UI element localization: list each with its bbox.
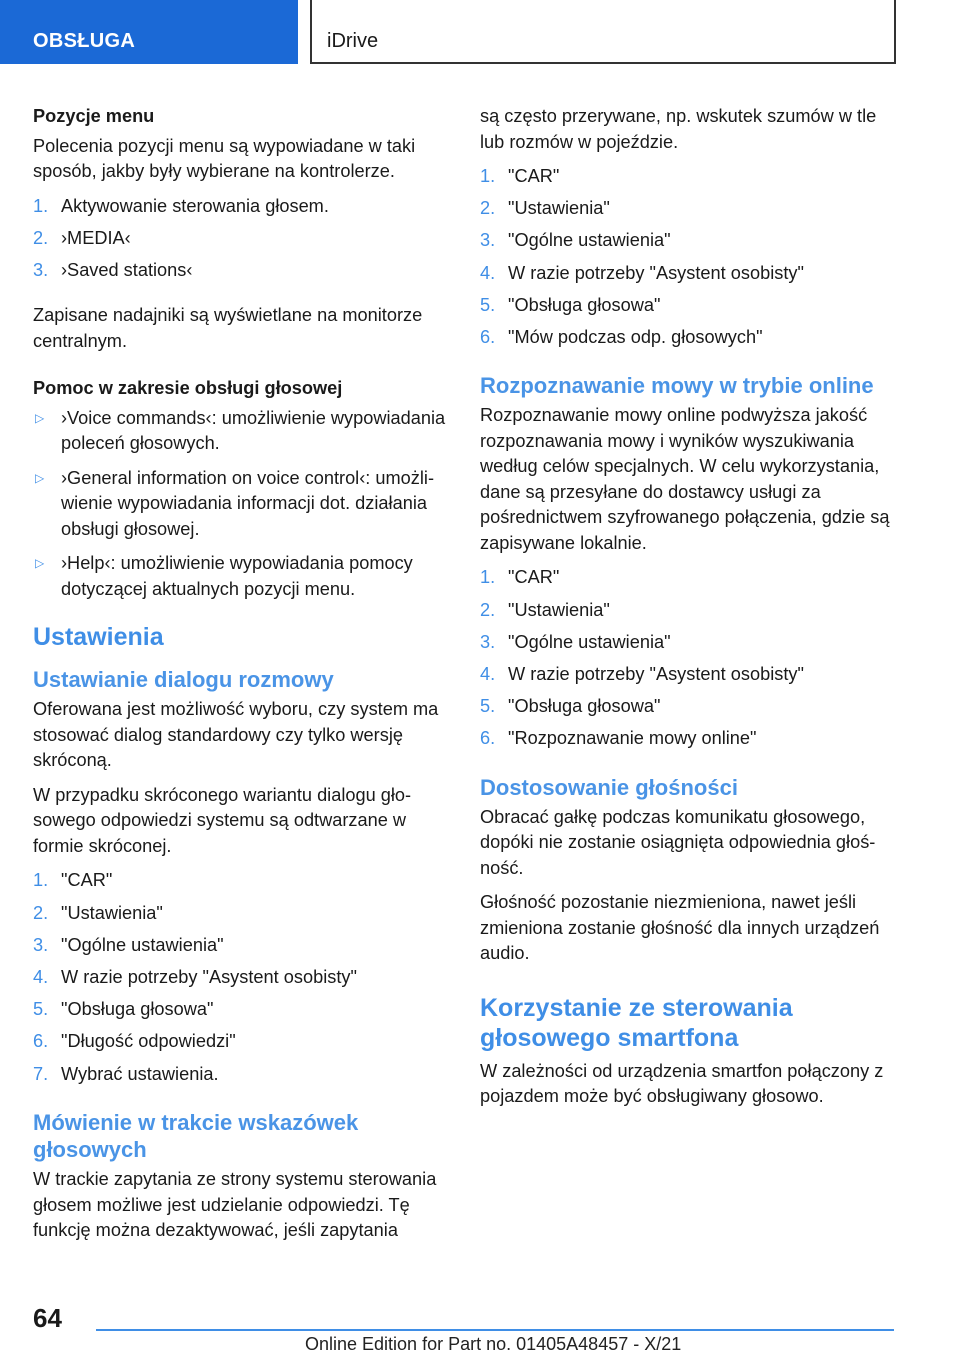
help-item: ▷ ›General information on voice control‹: umożliwienie wypowiadania informacji dot. działania obsługi głosowej.	[33, 466, 451, 543]
step-item	[480, 630, 898, 656]
online-text: Rozpoznawanie mowy online podwyższa jakość rozpoznawania mowy i wyników wyszukiwania według celów specjalnych. W celu wykorzystania, dane są przesyłane do dostawcy usługi za pośrednictwem szyfrowanego połączenia, gdzie są zapisywane lokalnie.	[480, 405, 890, 553]
step-item	[480, 565, 898, 591]
right-column	[480, 104, 898, 1119]
volume-text-2: Głośność pozostanie niezmieniona, nawet jeśli zmieniona zostanie głośność dla innych urządzeń audio.	[480, 892, 880, 964]
step-number: 1.	[480, 166, 496, 186]
step-item	[480, 293, 898, 319]
chapter-title: iDrive	[327, 30, 379, 52]
step-text: "Ustawienia"	[508, 198, 610, 219]
step-number: 4.	[480, 262, 496, 283]
step-number: 1.	[33, 195, 49, 216]
step-number: 5.	[480, 294, 496, 315]
step-item	[33, 194, 451, 220]
left-column	[33, 104, 451, 1253]
step-text: "CAR"	[508, 166, 560, 186]
step-item	[480, 164, 898, 190]
step-text: Wybrać ustawienia.	[61, 1063, 219, 1084]
step-number: 6.	[480, 728, 496, 749]
edition-footer: Online Edition for Part no. 01405A48457 - X/21	[305, 1334, 682, 1354]
step-text: W razie potrzeby "Asystent osobisty"	[508, 262, 804, 283]
section-tab	[0, 0, 298, 64]
step-item	[33, 965, 451, 991]
settings-heading: Ustawienia	[33, 623, 164, 652]
online-steps-list	[480, 565, 898, 751]
step-item	[480, 261, 898, 287]
triangle-bullet-icon: ▷	[35, 556, 45, 571]
step-text: "Ustawienia"	[61, 902, 163, 923]
step-number: 4.	[33, 966, 49, 987]
step-item	[480, 694, 898, 720]
online-heading: Rozpoznawanie mowy w trybie online	[480, 373, 874, 399]
menu-items-heading: Pozycje menu	[33, 106, 155, 126]
chapter-header	[310, 0, 896, 64]
dialog-heading: Ustawianie dialogu rozmowy	[33, 667, 334, 693]
smartphone-text: W zależności od urządzenia smartfon połączony z pojazdem może być obsługiwany głosowo.	[480, 1060, 884, 1107]
step-text: "Obsługa głosowa"	[61, 999, 214, 1020]
step-number: 4.	[480, 664, 496, 684]
help-list	[33, 406, 451, 603]
step-text: "Obsługa głosowa"	[508, 696, 661, 717]
step-number: 3.	[33, 259, 49, 280]
speak-text-continued: są często przerywane, np. wskutek szumów w tle lub rozmów w pojeździe.	[480, 106, 877, 152]
menu-steps-list	[33, 194, 451, 284]
footer-divider	[96, 1329, 894, 1331]
smartphone-heading: Korzystanie ze sterowania głosowego smartfona	[480, 993, 793, 1052]
step-number: 1.	[480, 567, 496, 588]
dialog-steps-list	[33, 868, 451, 1087]
menu-after-text: Zapisane nadajniki są wyświetlane na monitorze centralnym.	[33, 305, 423, 351]
step-number: 3.	[480, 230, 496, 251]
step-item	[33, 258, 451, 284]
help-item: ▷ ›Voice commands‹: umożliwienie wypowiadania poleceń głosowych.	[33, 406, 451, 457]
dialog-text-2: W przypadku skróconego wariantu dialogu głosowego odpowiedzi systemu są odtwarzane w formie skróconej.	[33, 784, 412, 856]
step-number: 5.	[480, 696, 496, 717]
speak-heading: Mówienie w trakcie wskazówek głosowych	[33, 1110, 359, 1162]
step-text: W razie potrzeby "Asystent osobisty"	[508, 664, 804, 684]
step-text: "Ustawienia"	[508, 599, 610, 620]
step-number: 1.	[33, 870, 49, 891]
step-text: W razie potrzeby "Asystent osobisty"	[61, 966, 357, 987]
step-number: 7.	[33, 1063, 49, 1084]
step-text: "Ogólne ustawienia"	[508, 631, 671, 652]
step-text: "Obsługa głosowa"	[508, 294, 661, 315]
step-item	[33, 901, 451, 927]
step-item	[33, 1029, 451, 1055]
volume-text-1: Obracać gałkę podczas komunikatu głosowego, dopóki nie zostanie osiągnięta odpowiednia głośność.	[480, 806, 876, 878]
step-number: 2.	[480, 198, 496, 219]
section-title: OBSŁUGA	[33, 30, 136, 52]
step-text: "Mów podczas odp. głosowych"	[508, 326, 763, 347]
help-heading: Pomoc w zakresie obsługi głosowej	[33, 378, 343, 399]
step-number: 6.	[480, 326, 496, 347]
step-text: ›Saved stations‹	[61, 259, 193, 280]
step-item	[33, 997, 451, 1023]
volume-heading: Dostosowanie głośności	[480, 774, 738, 800]
speak-text: W trackie zapytania ze strony systemu sterowania głosem możliwe jest udzielanie odpowiedzi. Tę funkcję można dezaktywować, jeśli zapytania	[33, 1169, 437, 1240]
step-number: 2.	[33, 902, 49, 923]
step-item	[480, 662, 898, 688]
step-text: ›MEDIA‹	[61, 227, 131, 248]
step-number: 5.	[33, 999, 49, 1020]
triangle-bullet-icon: ▷	[35, 470, 45, 485]
step-text: "CAR"	[508, 567, 560, 588]
step-item	[33, 226, 451, 252]
step-item	[480, 228, 898, 254]
step-item	[480, 325, 898, 351]
menu-items-text: Polecenia pozycji menu są wypowiadane w taki sposób, jakby były wybierane na kontrolerze.	[33, 135, 416, 181]
step-item	[480, 598, 898, 624]
step-text: "Ogólne ustawienia"	[508, 230, 671, 251]
step-number: 6.	[33, 1031, 49, 1052]
step-text: "Długość odpowiedzi"	[61, 1031, 236, 1052]
step-item	[480, 726, 898, 752]
step-item	[33, 1062, 451, 1088]
step-text: "CAR"	[61, 870, 113, 891]
dialog-text-1: Oferowana jest możliwość wyboru, czy system ma stosować dialog standardowy czy tylko wersję skróconą.	[33, 699, 439, 771]
step-number: 2.	[480, 599, 496, 620]
triangle-bullet-icon: ▷	[35, 410, 45, 425]
step-text: "Rozpoznawanie mowy online"	[508, 728, 757, 749]
step-item	[33, 868, 451, 894]
step-text: "Ogólne ustawienia"	[61, 934, 224, 955]
step-number: 3.	[33, 934, 49, 955]
speak-steps-list	[480, 164, 898, 350]
step-number: 3.	[480, 631, 496, 652]
step-item	[33, 933, 451, 959]
help-item: ▷ ›Help‹: umożliwienie wypowiadania pomocy dotyczącej aktualnych pozycji menu.	[33, 551, 451, 602]
step-number: 2.	[33, 227, 49, 248]
step-text: Aktywowanie sterowania głosem.	[61, 195, 329, 216]
page-number: 64	[33, 1303, 62, 1333]
step-item	[480, 196, 898, 222]
